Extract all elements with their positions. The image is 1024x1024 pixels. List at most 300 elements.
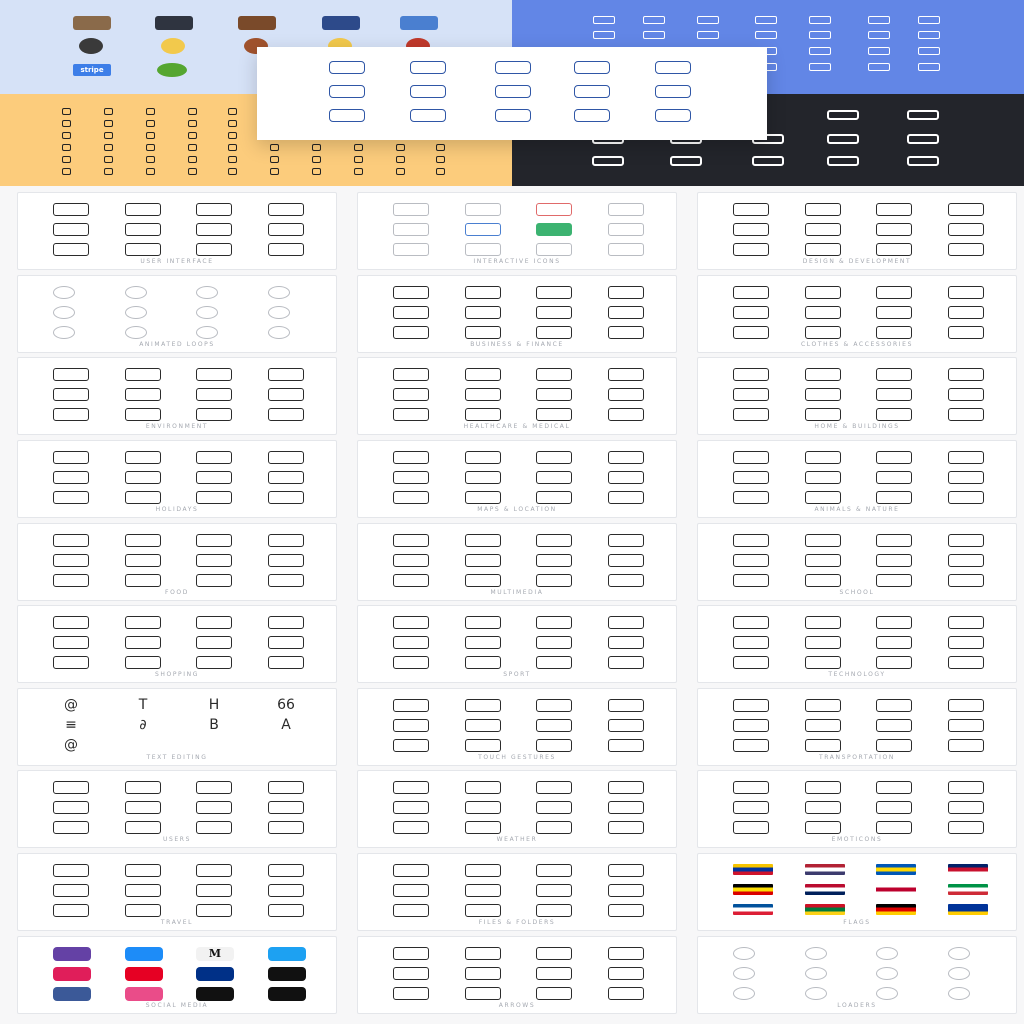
line-icon xyxy=(465,326,501,339)
line-icon xyxy=(733,243,769,256)
loader-icon xyxy=(805,987,827,1000)
line-icon xyxy=(196,656,232,669)
hero-small-icon xyxy=(228,108,237,115)
line-icon xyxy=(805,491,841,504)
line-icon xyxy=(948,451,984,464)
social-brand-icon xyxy=(268,947,306,961)
line-icon xyxy=(948,821,984,834)
line-icon xyxy=(948,243,984,256)
line-icon xyxy=(608,408,644,421)
loader-icon xyxy=(125,286,147,299)
line-icon xyxy=(125,223,161,236)
category-title: SHOPPING xyxy=(155,671,199,678)
interactive-icon xyxy=(465,243,501,256)
line-icon xyxy=(608,947,644,960)
line-icon xyxy=(465,451,501,464)
line-icon xyxy=(805,801,841,814)
line-icon xyxy=(393,471,429,484)
hero-banner xyxy=(0,0,1024,186)
line-icon xyxy=(393,967,429,980)
hero-small-icon xyxy=(146,108,155,115)
category-card-emoticons[interactable] xyxy=(697,770,1017,848)
category-card-animated-loops[interactable] xyxy=(17,275,337,353)
line-icon xyxy=(53,368,89,381)
line-icon xyxy=(196,223,232,236)
line-icon xyxy=(948,699,984,712)
flag-icon xyxy=(876,864,916,875)
line-icon xyxy=(805,408,841,421)
hero-small-icon xyxy=(62,168,71,175)
line-icon xyxy=(465,471,501,484)
loader-icon xyxy=(805,947,827,960)
line-icon xyxy=(805,388,841,401)
line-icon xyxy=(805,306,841,319)
line-icon xyxy=(268,864,304,877)
line-icon xyxy=(268,636,304,649)
line-icon xyxy=(268,451,304,464)
preview-line-icon xyxy=(495,109,531,122)
line-icon xyxy=(465,864,501,877)
social-brand-icon xyxy=(125,987,163,1001)
social-brand-icon xyxy=(53,947,91,961)
line-icon xyxy=(465,699,501,712)
hero-small-icon xyxy=(188,156,197,163)
category-title: FLAGS xyxy=(843,919,871,926)
line-icon xyxy=(733,801,769,814)
line-icon xyxy=(268,471,304,484)
category-card-arrows[interactable] xyxy=(357,936,677,1014)
line-icon xyxy=(536,636,572,649)
line-icon xyxy=(948,616,984,629)
line-icon xyxy=(196,243,232,256)
text-editing-glyph-icon xyxy=(196,739,232,752)
category-card-maps-location[interactable] xyxy=(357,440,677,518)
category-title: LOADERS xyxy=(837,1002,877,1009)
line-icon xyxy=(733,306,769,319)
interactive-icon xyxy=(393,243,429,256)
category-title: TEXT EDITING xyxy=(146,754,208,761)
line-icon xyxy=(608,534,644,547)
flag-icon xyxy=(948,864,988,875)
line-icon xyxy=(196,781,232,794)
line-icon xyxy=(876,636,912,649)
line-icon xyxy=(805,781,841,794)
line-icon xyxy=(948,781,984,794)
category-card-healthcare-medical[interactable] xyxy=(357,357,677,435)
preview-line-icon xyxy=(574,61,610,74)
line-icon xyxy=(196,534,232,547)
line-icon xyxy=(876,408,912,421)
flag-icon xyxy=(876,904,916,915)
category-card-weather[interactable] xyxy=(357,770,677,848)
preview-line-icon xyxy=(574,109,610,122)
line-icon xyxy=(876,656,912,669)
category-title: ARROWS xyxy=(498,1002,536,1009)
line-icon xyxy=(608,884,644,897)
category-title: TRAVEL xyxy=(160,919,194,926)
category-card-touch-gestures[interactable] xyxy=(357,688,677,766)
line-icon xyxy=(948,203,984,216)
line-icon xyxy=(733,574,769,587)
line-icon xyxy=(876,801,912,814)
category-card-holidays[interactable] xyxy=(17,440,337,518)
hero-small-icon xyxy=(62,132,71,139)
hero-small-icon xyxy=(270,168,279,175)
line-icon xyxy=(268,801,304,814)
preview-line-icon xyxy=(655,109,691,122)
line-icon xyxy=(393,739,429,752)
line-icon xyxy=(196,636,232,649)
line-icon xyxy=(393,491,429,504)
line-icon xyxy=(125,884,161,897)
line-icon xyxy=(805,203,841,216)
line-icon xyxy=(536,534,572,547)
line-icon xyxy=(465,368,501,381)
line-icon xyxy=(536,884,572,897)
category-title: SOCIAL MEDIA xyxy=(145,1002,209,1009)
category-card-users[interactable] xyxy=(17,770,337,848)
category-title: INTERACTIVE ICONS xyxy=(473,258,561,265)
hero-small-icon xyxy=(104,144,113,151)
line-icon xyxy=(465,884,501,897)
line-icon xyxy=(536,781,572,794)
hero-small-icon xyxy=(228,156,237,163)
line-icon xyxy=(608,636,644,649)
line-icon xyxy=(876,286,912,299)
line-icon xyxy=(53,451,89,464)
line-icon xyxy=(536,947,572,960)
hero-icon-preview-popup xyxy=(257,47,767,140)
loader-icon xyxy=(876,947,898,960)
line-icon xyxy=(608,326,644,339)
hero-line-icon xyxy=(755,16,777,24)
category-title: MAPS & LOCATION xyxy=(477,506,557,513)
line-icon xyxy=(876,368,912,381)
line-icon xyxy=(53,534,89,547)
text-editing-glyph-icon: ∂ xyxy=(139,717,147,733)
preview-line-icon xyxy=(655,61,691,74)
hero-small-icon xyxy=(228,144,237,151)
social-brand-icon xyxy=(196,987,234,1001)
social-brand-icon xyxy=(268,967,306,981)
hero-line-icon xyxy=(697,16,719,24)
line-icon xyxy=(876,203,912,216)
category-title: TRANSPORTATION xyxy=(819,754,895,761)
category-card-interactive-icons[interactable] xyxy=(357,192,677,270)
line-icon xyxy=(948,801,984,814)
line-icon xyxy=(948,408,984,421)
line-icon xyxy=(733,739,769,752)
line-icon xyxy=(393,554,429,567)
line-icon xyxy=(393,574,429,587)
preview-line-icon xyxy=(574,85,610,98)
line-icon xyxy=(125,656,161,669)
line-icon xyxy=(393,656,429,669)
category-card-school[interactable] xyxy=(697,523,1017,601)
line-icon xyxy=(268,821,304,834)
category-card-multimedia[interactable] xyxy=(357,523,677,601)
flag-icon xyxy=(948,904,988,915)
loader-icon xyxy=(948,947,970,960)
line-icon xyxy=(536,451,572,464)
line-icon xyxy=(536,656,572,669)
line-icon xyxy=(465,388,501,401)
category-title: CLOTHES & ACCESSORIES xyxy=(801,341,913,348)
line-icon xyxy=(53,616,89,629)
line-icon xyxy=(465,491,501,504)
interactive-icon xyxy=(393,223,429,236)
line-icon xyxy=(393,904,429,917)
hero-line-icon xyxy=(918,47,940,55)
category-card-sport[interactable] xyxy=(357,605,677,683)
social-brand-icon xyxy=(53,987,91,1001)
line-icon xyxy=(196,451,232,464)
line-icon xyxy=(536,306,572,319)
flag-icon xyxy=(948,884,988,895)
category-card-food[interactable] xyxy=(17,523,337,601)
hero-white-icon xyxy=(752,156,784,166)
line-icon xyxy=(125,408,161,421)
category-card-shopping[interactable] xyxy=(17,605,337,683)
interactive-icon xyxy=(393,203,429,216)
loader-icon xyxy=(125,326,147,339)
line-icon xyxy=(805,326,841,339)
category-card-environment[interactable] xyxy=(17,357,337,435)
hero-line-icon xyxy=(809,16,831,24)
preview-line-icon xyxy=(410,109,446,122)
line-icon xyxy=(608,388,644,401)
line-icon xyxy=(805,821,841,834)
hero-small-icon xyxy=(436,168,445,175)
social-brand-icon xyxy=(53,967,91,981)
line-icon xyxy=(268,491,304,504)
line-icon xyxy=(53,243,89,256)
hero-line-icon xyxy=(643,16,665,24)
social-brand-icon xyxy=(125,967,163,981)
preview-line-icon xyxy=(495,61,531,74)
category-title: EMOTICONS xyxy=(831,836,883,843)
line-icon xyxy=(733,821,769,834)
line-icon xyxy=(876,451,912,464)
line-icon xyxy=(196,616,232,629)
line-icon xyxy=(393,699,429,712)
line-icon xyxy=(876,574,912,587)
line-icon xyxy=(876,306,912,319)
line-icon xyxy=(268,408,304,421)
line-icon xyxy=(876,699,912,712)
category-title: ANIMATED LOOPS xyxy=(139,341,215,348)
hero-line-icon xyxy=(809,47,831,55)
hero-line-icon xyxy=(643,31,665,39)
line-icon xyxy=(876,554,912,567)
category-title: SPORT xyxy=(503,671,531,678)
hero-small-icon xyxy=(188,144,197,151)
category-card-home-buildings[interactable] xyxy=(697,357,1017,435)
line-icon xyxy=(465,801,501,814)
hero-white-icon xyxy=(827,134,859,144)
line-icon xyxy=(733,471,769,484)
line-icon xyxy=(465,574,501,587)
loader-icon xyxy=(948,967,970,980)
line-icon xyxy=(876,821,912,834)
hero-small-icon xyxy=(146,132,155,139)
line-icon xyxy=(393,781,429,794)
category-title: ENVIRONMENT xyxy=(145,423,209,430)
loader-icon xyxy=(948,987,970,1000)
line-icon xyxy=(268,203,304,216)
interactive-icon xyxy=(465,223,501,236)
flag-icon xyxy=(805,884,845,895)
category-card-flags[interactable] xyxy=(697,853,1017,931)
line-icon xyxy=(393,864,429,877)
line-icon xyxy=(733,534,769,547)
line-icon xyxy=(393,821,429,834)
hero-small-icon xyxy=(146,144,155,151)
line-icon xyxy=(608,306,644,319)
hero-line-icon xyxy=(868,63,890,71)
category-card-design-development[interactable] xyxy=(697,192,1017,270)
line-icon xyxy=(53,636,89,649)
line-icon xyxy=(268,554,304,567)
line-icon xyxy=(393,947,429,960)
line-icon xyxy=(196,904,232,917)
line-icon xyxy=(53,821,89,834)
line-icon xyxy=(53,491,89,504)
line-icon xyxy=(608,699,644,712)
line-icon xyxy=(608,801,644,814)
line-icon xyxy=(536,368,572,381)
line-icon xyxy=(876,491,912,504)
text-editing-glyph-icon: 66 xyxy=(277,697,295,713)
line-icon xyxy=(536,616,572,629)
interactive-icon xyxy=(608,223,644,236)
category-card-business-finance[interactable] xyxy=(357,275,677,353)
text-editing-glyph-icon: ≡ xyxy=(65,717,77,733)
line-icon xyxy=(465,719,501,732)
category-card-travel[interactable] xyxy=(17,853,337,931)
line-icon xyxy=(465,947,501,960)
line-icon xyxy=(536,408,572,421)
category-card-user-interface[interactable] xyxy=(17,192,337,270)
line-icon xyxy=(196,574,232,587)
line-icon xyxy=(268,223,304,236)
line-icon xyxy=(948,491,984,504)
line-icon xyxy=(196,368,232,381)
preview-line-icon xyxy=(329,61,365,74)
hero-small-icon xyxy=(104,168,113,175)
line-icon xyxy=(733,636,769,649)
hero-small-icon xyxy=(104,156,113,163)
line-icon xyxy=(465,408,501,421)
line-icon xyxy=(465,616,501,629)
category-title: ANIMALS & NATURE xyxy=(814,506,900,513)
hero-small-icon xyxy=(188,132,197,139)
line-icon xyxy=(125,388,161,401)
line-icon xyxy=(465,987,501,1000)
interactive-icon xyxy=(465,203,501,216)
hero-line-icon xyxy=(809,31,831,39)
hero-flat-icon xyxy=(400,16,438,30)
line-icon xyxy=(733,326,769,339)
line-icon xyxy=(608,987,644,1000)
line-icon xyxy=(393,326,429,339)
category-card-animals-nature[interactable] xyxy=(697,440,1017,518)
hero-small-icon xyxy=(228,120,237,127)
category-card-files-folders[interactable] xyxy=(357,853,677,931)
category-title: HOLIDAYS xyxy=(155,506,199,513)
stripe-logo-badge: stripe xyxy=(73,64,111,76)
line-icon xyxy=(536,967,572,980)
line-icon xyxy=(948,326,984,339)
line-icon xyxy=(805,286,841,299)
hero-small-icon xyxy=(62,120,71,127)
category-card-technology[interactable] xyxy=(697,605,1017,683)
category-card-transportation[interactable] xyxy=(697,688,1017,766)
hero-small-icon xyxy=(228,132,237,139)
line-icon xyxy=(125,781,161,794)
hero-small-icon xyxy=(436,156,445,163)
hero-line-icon xyxy=(809,63,831,71)
loader-icon xyxy=(125,306,147,319)
line-icon xyxy=(196,471,232,484)
line-icon xyxy=(125,368,161,381)
line-icon xyxy=(536,821,572,834)
hero-flat-icon xyxy=(155,16,193,30)
line-icon xyxy=(125,616,161,629)
loader-icon xyxy=(196,326,218,339)
text-editing-glyph-icon: H xyxy=(208,697,220,713)
hero-white-icon xyxy=(827,156,859,166)
loader-icon xyxy=(876,967,898,980)
line-icon xyxy=(465,656,501,669)
line-icon xyxy=(948,223,984,236)
line-icon xyxy=(393,534,429,547)
preview-line-icon xyxy=(329,109,365,122)
line-icon xyxy=(125,821,161,834)
line-icon xyxy=(196,203,232,216)
line-icon xyxy=(393,306,429,319)
loader-icon xyxy=(876,987,898,1000)
line-icon xyxy=(125,904,161,917)
hero-line-icon xyxy=(755,31,777,39)
line-icon xyxy=(53,884,89,897)
text-editing-glyph-icon: @ xyxy=(64,737,78,753)
hero-small-icon xyxy=(396,144,405,151)
line-icon xyxy=(393,408,429,421)
loader-icon xyxy=(53,326,75,339)
category-card-clothes-accessories[interactable] xyxy=(697,275,1017,353)
line-icon xyxy=(536,554,572,567)
line-icon xyxy=(465,636,501,649)
preview-line-icon xyxy=(410,61,446,74)
line-icon xyxy=(948,368,984,381)
hero-white-icon xyxy=(907,156,939,166)
line-icon xyxy=(393,636,429,649)
line-icon xyxy=(536,388,572,401)
line-icon xyxy=(53,471,89,484)
category-card-social-media[interactable] xyxy=(17,936,337,1014)
hero-line-icon xyxy=(868,47,890,55)
line-icon xyxy=(536,471,572,484)
category-card-text-editing[interactable] xyxy=(17,688,337,766)
line-icon xyxy=(876,243,912,256)
line-icon xyxy=(465,534,501,547)
line-icon xyxy=(125,243,161,256)
line-icon xyxy=(268,616,304,629)
line-icon xyxy=(465,286,501,299)
interactive-icon xyxy=(536,223,572,236)
category-card-loaders[interactable] xyxy=(697,936,1017,1014)
